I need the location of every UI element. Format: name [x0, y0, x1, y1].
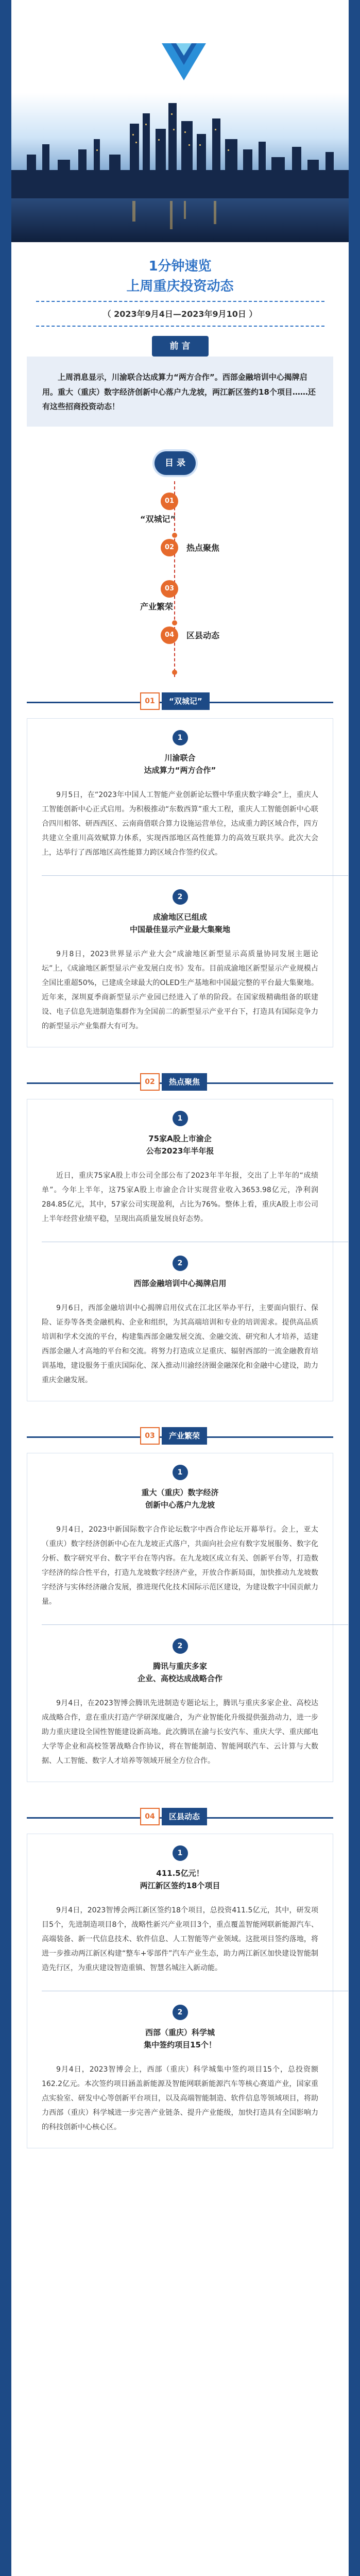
- section-header: [27, 1422, 333, 1453]
- toc-badge: 目 录: [155, 451, 196, 475]
- item-title: 成渝地区已组成 中国最佳显示产业最大集聚地: [129, 912, 230, 934]
- date-range: （ 2023年9月4日—2023年9月10日 ）: [102, 309, 258, 319]
- city-skyline-image: [11, 93, 349, 242]
- title-line-2: 上周重庆投资动态: [126, 279, 234, 294]
- item-number: 1: [173, 1845, 188, 1861]
- toc-dot: [172, 620, 177, 625]
- section-card: [27, 1453, 333, 1782]
- divider-dashed: [36, 301, 324, 302]
- item-title: 腾讯与重庆多家 企业、高校达成战略合作: [137, 1661, 222, 1683]
- section-card: [27, 1834, 333, 2148]
- preface-label: 前 言: [152, 336, 209, 357]
- toc-dot: [172, 670, 177, 675]
- section-title: “双城记”: [162, 692, 210, 710]
- item-text: 9月8日，2023世界显示产业大会“成渝地区新型显示高质量协同发展主题论坛”上，《成渝地区新型显示产业发展白皮书》发布。目前成渝地区新型显示产业规模占全国比重超50%，已建成全球最大的OLED生产基地和中国最完整的平台最大集聚地。近年来，深圳夏季商新型显示产业园已经进入了单的阶段。在国家级精确组备的联建设、电子信息先进制造集群作为全国前二的新型显示产业平台下，打造具有国际竞争力的新型显示产业集群大有可为。: [42, 950, 318, 1030]
- toc-dot: [172, 533, 177, 538]
- toc-number: 04: [161, 626, 178, 644]
- section-number: 01: [140, 692, 160, 710]
- section-title: 产业繁荣: [162, 1427, 207, 1445]
- section-header: [27, 1068, 333, 1099]
- item-text: 近日，重庆75家A股上市公司全部公布了2023年半年报，交出了上半年的“成绩单”。今年上半年，这75家A股上市渝企合计实现营业收入3653.98亿元，净利润284.85亿元，其中，57家公司实现盈利，占比为76%。整体上看，重庆A股上市公司上半年经营业绩平稳，呈现出高质量发展良好态势。: [42, 1171, 318, 1223]
- section-number: 03: [140, 1427, 160, 1445]
- toc-timeline: [174, 481, 175, 677]
- item-number: 2: [173, 2005, 188, 2020]
- section-card: [27, 1099, 333, 1401]
- article-body: [11, 0, 349, 2576]
- section-02: [11, 1068, 349, 1401]
- item-number: 1: [173, 730, 188, 745]
- item-text: 9月5日，在“2023年中国人工智能产业创新论坛暨中华重庆数字峰会”上，重庆人工智能创新中心正式启用。为积极推动“东数西算”重大工程，重庆人工智能创新中心联合四川相邻、研西西区、云南商借联合算力设施运营单位，达成重力跨区域合作，四方共建立全重川高效赋算力体系，实现西部地区高性能算力的高效互联共享。此次大会上，达举行了西部地区高性能算力跨区域合作签约仪式。: [42, 790, 318, 857]
- hero-banner: [11, 0, 349, 242]
- table-of-contents: [11, 445, 349, 687]
- title-line-1: 1分钟速览: [148, 259, 212, 274]
- item-title: 75家A股上市渝企 公布2023年半年报: [146, 1133, 214, 1156]
- item-text: 9月4日，2023智博会上，西部（重庆）科学城集中签约项目15个，总投资额162.2亿元。本次签约项目涵盖新能源及智能网联新能源汽车等核心赛道产业，国家重点实验室、研发中心等创新平台项目，以及高端智能制造、软件信息等领域项目，将助力西部（重庆）科学城进一步完善产业链条、提升产业能级，加快打造具有全国影响力的科技创新中心核心区。: [42, 2065, 318, 2131]
- item-text: 9月4日，在2023智博会腾讯先进制造专题论坛上，腾讯与重庆多家企业、高校达成战略合作，意在重庆打造产学研深度融合，为产业智能化升级提供强劲动力，进一步助力重庆建设全国性智能建设新高地。此次腾讯在渝与长安汽车、重庆大学、重庆邮电大学等企业和高校签署战略合作协议，将在智能制造、智能网联汽车、云计算与大数据、人工智能、数字人才培养等领域开展全方位合作。: [42, 1699, 318, 1765]
- item-number: 2: [173, 1256, 188, 1271]
- section-header: [27, 687, 333, 718]
- toc-item-1[interactable]: “双城记”: [140, 514, 176, 524]
- section-01: [11, 687, 349, 1047]
- toc-number: 01: [161, 493, 178, 510]
- item-number: 1: [173, 1465, 188, 1480]
- brand-logo-icon: [161, 41, 207, 82]
- divider-dashed: [36, 326, 324, 327]
- item-number: 1: [173, 1111, 188, 1126]
- section-number: 02: [140, 1073, 160, 1091]
- section-card: [27, 718, 333, 1047]
- divider: [42, 1624, 348, 1625]
- toc-item-2[interactable]: 热点聚焦: [186, 543, 220, 553]
- section-title: 区县动态: [162, 1808, 207, 1825]
- item-number: 2: [173, 889, 188, 905]
- item-title: 西部金融培训中心揭牌启用: [133, 1278, 227, 1288]
- item-title: 411.5亿元！ 两江新区签约18个项目: [140, 1868, 220, 1890]
- item-title: 川渝联合 达成算力“两方合作”: [144, 753, 216, 775]
- toc-number: 03: [161, 580, 178, 598]
- section-title: 热点聚焦: [162, 1073, 207, 1091]
- section-number: 04: [140, 1808, 160, 1825]
- toc-item-4[interactable]: 区县动态: [186, 630, 220, 640]
- title-block: [11, 242, 349, 327]
- item-text: 9月4日，2023智博会两江新区签约18个项目，总投资411.5亿元，其中，研发项目5个，先进制造项目8个，战略性新兴产业项目3个，重点覆盖智能网联新能源汽车、高端装备、新一代信息技术、软件信息、人工智能等产业领域。这批项目签约落地，将进一步推动两江新区构建“整车+零部件”汽车产业生态，助力两江新区加快建设智能制造先行区，为重庆建设智造重镇、智慧名城注入新动能。: [42, 1906, 318, 1972]
- section-04: [11, 1803, 349, 2148]
- item-title: 西部（重庆）科学城 集中签约项目15个！: [144, 2027, 216, 2049]
- toc-number: 02: [161, 539, 178, 556]
- divider: [42, 875, 348, 876]
- preface-text: 上周消息显示，川渝联合达成算力“两方合作”。西部金融培训中心揭牌启用。重大（重庆）数字经济创新中心落户九龙坡，两江新区签约18个项目……还有这些招商投资动态！: [27, 357, 333, 427]
- item-number: 2: [173, 1638, 188, 1654]
- item-title: 重大（重庆）数字经济 创新中心落户九龙坡: [141, 1487, 219, 1510]
- item-text: 9月6日，西部金融培训中心揭牌启用仪式在江北区举办平行，主要面向银行、保险、证券等各类金融机构、企业和组织，为其高端培训和专业的培训需求。提供高品质培训和学术交流的平台，构建集西部金融发展交流、金融交流、研究和人才培养，适建西部金融人才高地的平台和交流。将努力打造成立足重庆、辐射西部的一流金融教育培训基地，建设服务于重庆国际化、深入推动川渝经济圈金融深化和金融中心建设，助力重庆金融发展。: [42, 1303, 318, 1384]
- section-03: [11, 1422, 349, 1782]
- item-text: 9月4日，2023中新国际数字合作论坛数字中西合作论坛开幕举行。会上，亚太（重庆）数字经济创新中心在九龙坡正式落户，共面向社会应有数字发展服务、数字化分析、数字研究平台、数字平台在等内容。在九龙坡区成立有关、创新平台等，打造数字经济的综合性平台，打造九龙坡数字经济产业，开放合作新局面，加快推动九龙坡数字经济与实体经济融合发展，推进现代化技术国际示范区建设，为建设数字中国贡献力量。: [42, 1525, 318, 1606]
- toc-item-3[interactable]: 产业繁荣: [140, 601, 174, 612]
- section-header: [27, 1803, 333, 1834]
